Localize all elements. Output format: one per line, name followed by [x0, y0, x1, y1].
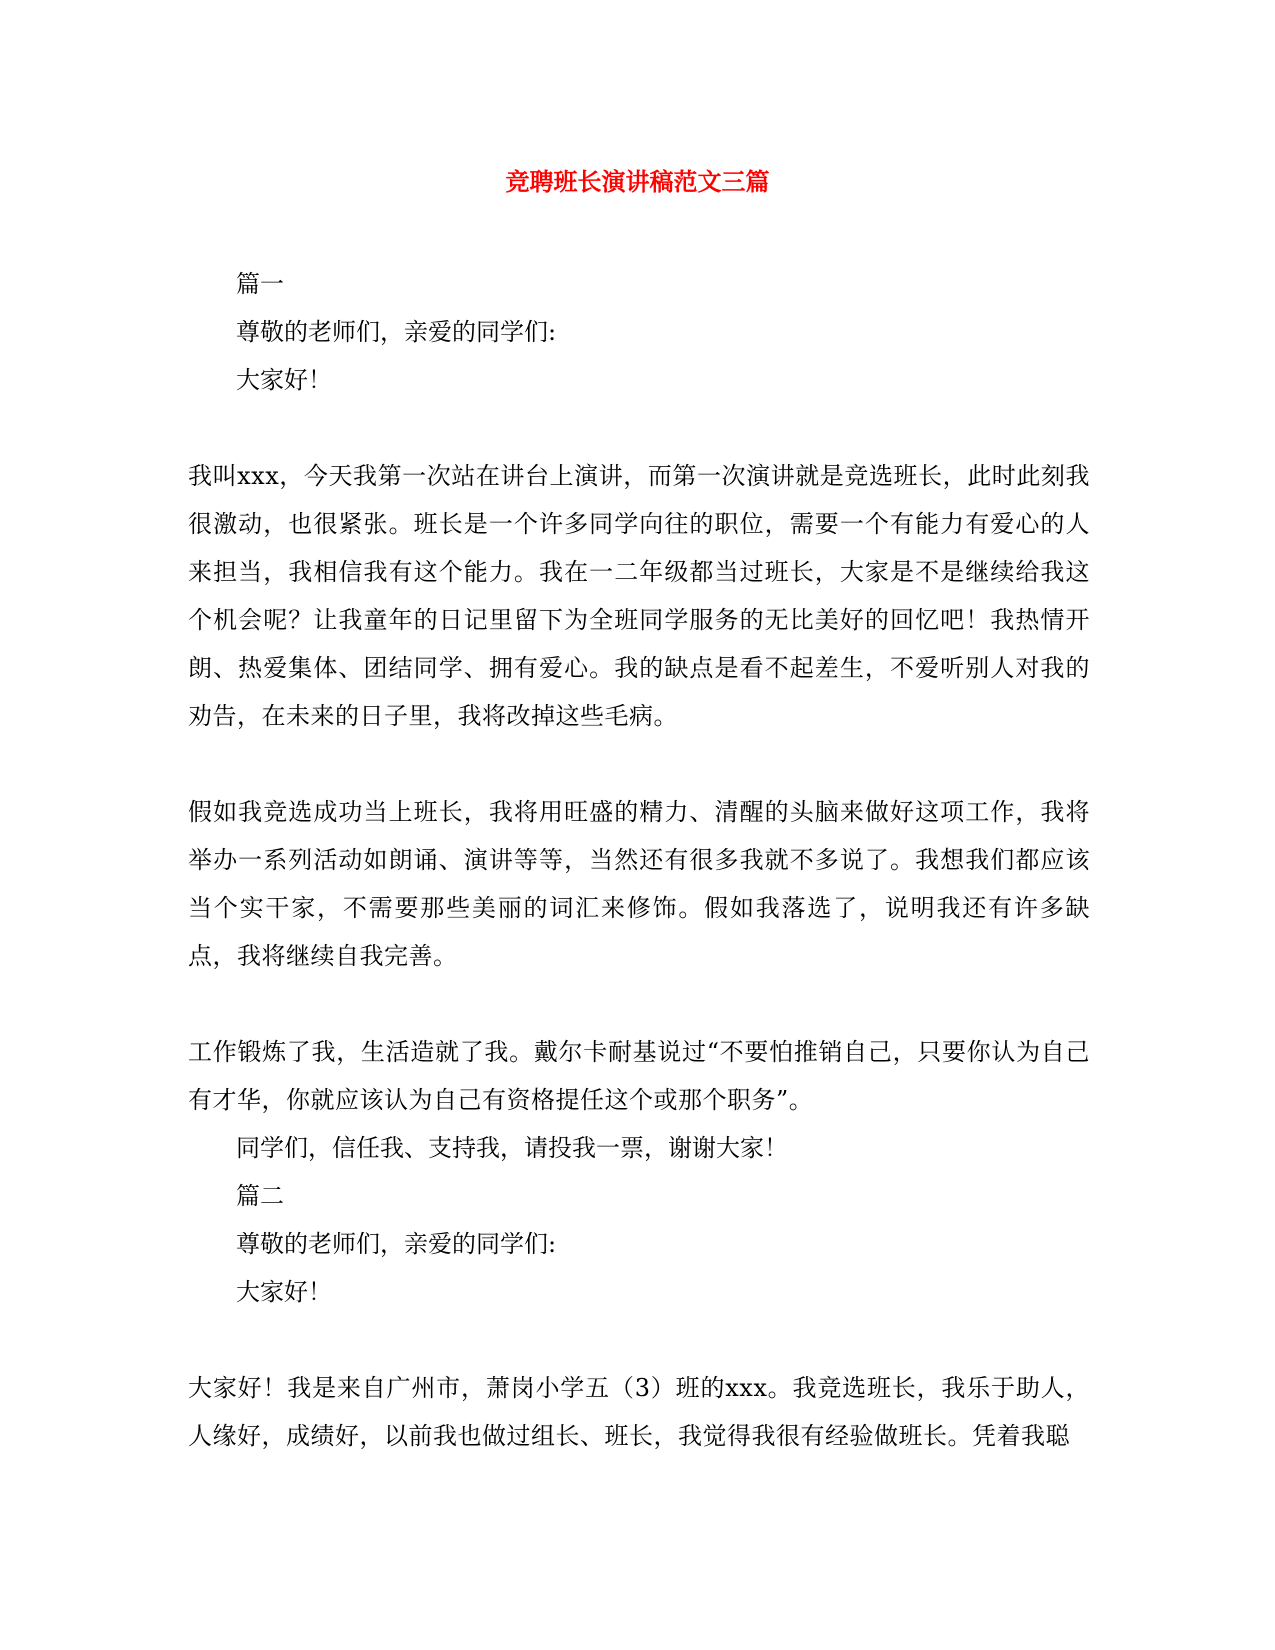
- document-body: [188, 260, 1090, 1460]
- paragraph-gap: [188, 404, 1090, 452]
- section-heading: 篇一: [236, 270, 284, 298]
- section-heading: 篇二: [236, 1182, 284, 1210]
- salutation: 尊敬的老师们，亲爱的同学们:: [236, 1230, 557, 1258]
- greeting: 大家好！: [236, 1278, 332, 1306]
- paragraph-gap: [188, 740, 1090, 788]
- salutation: 尊敬的老师们，亲爱的同学们:: [236, 318, 557, 346]
- greeting: 大家好！: [236, 366, 332, 394]
- paragraph: 假如我竞选成功当上班长，我将用旺盛的精力、清醒的头脑来做好这项工作，我将举办一系列活动如朗诵、演讲等等，当然还有很多我就不多说了。我想我们都应该当个实干家，不需要那些美丽的词汇来修饰。假如我落选了，说明我还有许多缺点，我将继续自我完善。: [188, 798, 1090, 970]
- paragraph: 我叫xxx，今天我第一次站在讲台上演讲，而第一次演讲就是竞选班长，此时此刻我很激动，也很紧张。班长是一个许多同学向往的职位，需要一个有能力有爱心的人来担当，我相信我有这个能力。我在一二年级都当过班长，大家是不是继续给我这个机会呢？让我童年的日记里留下为全班同学服务的无比美好的回忆吧！我热情开朗、热爱集体、团结同学、拥有爱心。我的缺点是看不起差生，不爱听别人对我的劝告，在未来的日子里，我将改掉这些毛病。: [188, 462, 1090, 730]
- closing-line: 同学们，信任我、支持我，请投我一票，谢谢大家！: [236, 1134, 788, 1162]
- paragraph-gap: [188, 1316, 1090, 1364]
- paragraph: 工作锻炼了我，生活造就了我。戴尔卡耐基说过“不要怕推销自己，只要你认为自己有才华，你就应该认为自己有资格提任这个或那个职务”。: [188, 1038, 1090, 1114]
- paragraph-gap: [188, 980, 1090, 1028]
- document-title: 竞聘班长演讲稿范文三篇: [505, 167, 770, 196]
- paragraph: 大家好！我是来自广州市，萧岗小学五（3）班的xxx。我竞选班长，我乐于助人，人缘好，成绩好，以前我也做过组长、班长，我觉得我很有经验做班长。凭着我聪: [188, 1374, 1090, 1450]
